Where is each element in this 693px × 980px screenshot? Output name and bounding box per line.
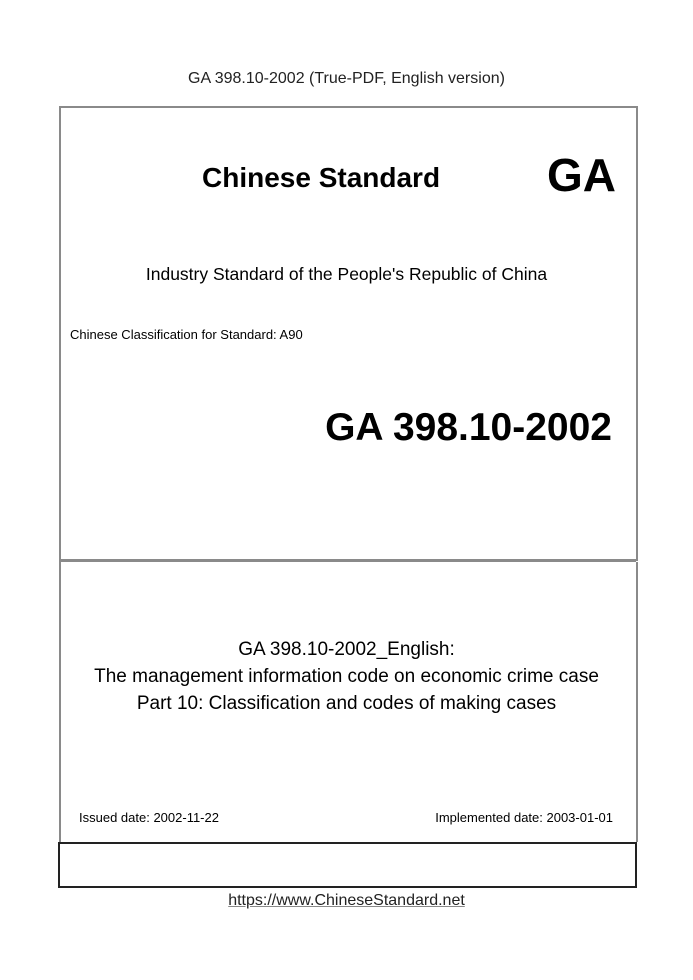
page-header-title: GA 398.10-2002 (True-PDF, English version)	[188, 70, 505, 87]
issued-date: Issued date: 2002-11-22	[79, 810, 219, 825]
classification-label: Chinese Classification for Standard: A90	[70, 327, 303, 342]
description-line-1: GA 398.10-2002_English:	[238, 639, 455, 660]
description-line-3: Part 10: Classification and codes of making cases	[136, 693, 557, 714]
description-line-2: The management information code on economic crime case	[94, 666, 599, 687]
cover-heading: Chinese Standard	[202, 162, 441, 193]
cover-bottom-box	[58, 842, 637, 888]
industry-standard-line: Industry Standard of the People's Republic of China	[145, 264, 548, 284]
standard-description	[0, 636, 693, 717]
implemented-date: Implemented date: 2003-01-01	[435, 810, 613, 825]
standard-number: GA 398.10-2002	[325, 406, 612, 449]
standard-code-logo: GA	[547, 149, 616, 201]
website-link[interactable]: https://www.ChineseStandard.net	[228, 892, 465, 909]
